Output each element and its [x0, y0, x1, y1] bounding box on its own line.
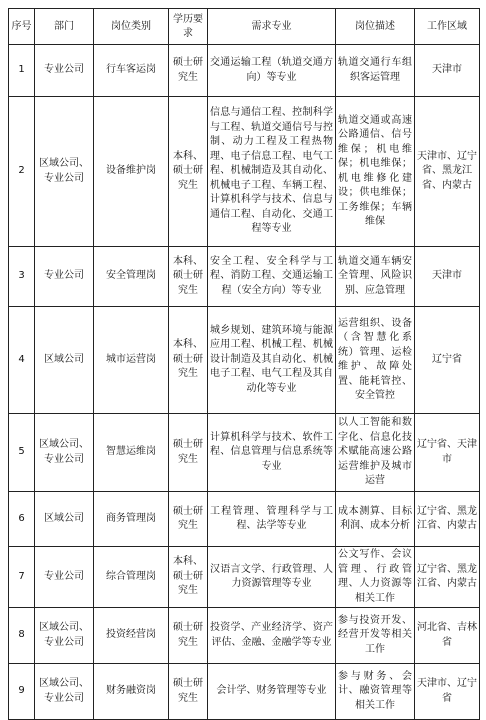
cell-category: 商务管理岗 — [94, 492, 169, 547]
table-row — [9, 97, 480, 247]
cell-category: 设备维护岗 — [94, 97, 169, 247]
cell-majors: 投资学、产业经济学、资产评估、金融、金融学等专业 — [208, 608, 336, 664]
cell-majors: 工程管理、管理科学与工程、法学等专业 — [208, 492, 336, 547]
cell-region: 辽宁省、黑龙江省、内蒙古 — [415, 492, 480, 547]
cell-no: 2 — [9, 97, 35, 247]
cell-majors: 计算机科学与技术、软件工程、信息管理与信息系统等专业 — [208, 414, 336, 492]
cell-description: 以人工智能和数字化、信息化技术赋能高速公路运营维护及城市运营 — [336, 414, 415, 492]
cell-region: 辽宁省、天津市 — [415, 414, 480, 492]
header-dept: 部门 — [35, 9, 94, 45]
cell-category: 综合管理岗 — [94, 547, 169, 608]
cell-region: 辽宁省、黑龙江省、内蒙古 — [415, 547, 480, 608]
cell-category: 安全管理岗 — [94, 247, 169, 307]
cell-region: 天津市 — [415, 45, 480, 97]
cell-education: 本科、硕士研究生 — [169, 97, 208, 247]
cell-dept: 区域公司、专业公司 — [35, 414, 94, 492]
cell-majors: 信息与通信工程、控制科学与工程、轨道交通信号与控制、动力工程及工程热物理、电子信息工程、电气工程、机械制造及其自动化、机械电子工程、车辆工程、计算机科学与技术、信息与通信工程、自动化、交通工程等专业 — [208, 97, 336, 247]
header-majors: 需求专业 — [208, 9, 336, 45]
cell-education: 本科、硕士研究生 — [169, 307, 208, 414]
cell-description: 轨道交通或高速公路通信、信号维保；机电维保；机电维保；机电维修化建设；供电维保；工务维保；车辆维保 — [336, 97, 415, 247]
cell-category: 财务融资岗 — [94, 664, 169, 720]
cell-no: 9 — [9, 664, 35, 720]
cell-majors: 交通运输工程（轨道交通方向）等专业 — [208, 45, 336, 97]
cell-education: 硕士研究生 — [169, 492, 208, 547]
cell-category: 行车客运岗 — [94, 45, 169, 97]
recruitment-table-container — [8, 8, 479, 720]
table-row — [9, 414, 480, 492]
cell-education: 硕士研究生 — [169, 414, 208, 492]
cell-dept: 区域公司、专业公司 — [35, 97, 94, 247]
table-row — [9, 45, 480, 97]
cell-dept: 区域公司 — [35, 307, 94, 414]
cell-no: 4 — [9, 307, 35, 414]
cell-region: 天津市、辽宁省 — [415, 664, 480, 720]
cell-dept: 区域公司、专业公司 — [35, 664, 94, 720]
cell-majors: 汉语言文学、行政管理、人力资源管理等专业 — [208, 547, 336, 608]
header-description: 岗位描述 — [336, 9, 415, 45]
header-category: 岗位类别 — [94, 9, 169, 45]
cell-description: 运营组织、设备（含智慧化系统）管理、运检维护、故障处置、能耗管控、安全管控 — [336, 307, 415, 414]
cell-dept: 区域公司 — [35, 492, 94, 547]
header-region: 工作区域 — [415, 9, 480, 45]
cell-education: 硕士研究生 — [169, 608, 208, 664]
cell-education: 硕士研究生 — [169, 664, 208, 720]
cell-dept: 专业公司 — [35, 45, 94, 97]
cell-no: 5 — [9, 414, 35, 492]
cell-description: 成本测算、目标利润、成本分析 — [336, 492, 415, 547]
cell-majors: 会计学、财务管理等专业 — [208, 664, 336, 720]
table-row — [9, 547, 480, 608]
cell-no: 7 — [9, 547, 35, 608]
cell-description: 轨道交通车辆安全管理、风险识别、应急管理 — [336, 247, 415, 307]
table-row — [9, 608, 480, 664]
cell-dept: 专业公司 — [35, 247, 94, 307]
cell-dept: 专业公司 — [35, 547, 94, 608]
cell-education: 本科、硕士研究生 — [169, 547, 208, 608]
cell-region: 辽宁省 — [415, 307, 480, 414]
cell-description: 公文写作、会议管理、行政管理、人力资源等相关工作 — [336, 547, 415, 608]
cell-no: 3 — [9, 247, 35, 307]
cell-category: 城市运营岗 — [94, 307, 169, 414]
cell-education: 硕士研究生 — [169, 45, 208, 97]
cell-region: 河北省、吉林省 — [415, 608, 480, 664]
cell-majors: 安全工程、安全科学与工程、消防工程、交通运输工程（安全方向）等专业 — [208, 247, 336, 307]
table-row — [9, 247, 480, 307]
cell-description: 轨道交通行车组织客运管理 — [336, 45, 415, 97]
table-row — [9, 307, 480, 414]
cell-education: 本科、硕士研究生 — [169, 247, 208, 307]
header-education: 学历要求 — [169, 9, 208, 45]
cell-region: 天津市、辽宁省、黑龙江省、内蒙古 — [415, 97, 480, 247]
cell-description: 参与财务、会计、融资管理等相关工作 — [336, 664, 415, 720]
cell-description: 参与投资开发、经营开发等相关工作 — [336, 608, 415, 664]
cell-majors: 城乡规划、建筑环境与能源应用工程、机械工程、机械设计制造及其自动化、机械电子工程、电气工程及其自动化等专业 — [208, 307, 336, 414]
cell-no: 6 — [9, 492, 35, 547]
header-no: 序号 — [9, 9, 35, 45]
cell-category: 智慧运维岗 — [94, 414, 169, 492]
recruitment-table — [8, 8, 480, 720]
cell-no: 8 — [9, 608, 35, 664]
header-row — [9, 9, 480, 45]
cell-category: 投资经营岗 — [94, 608, 169, 664]
cell-dept: 区域公司、专业公司 — [35, 608, 94, 664]
cell-region: 天津市 — [415, 247, 480, 307]
table-row — [9, 664, 480, 720]
cell-no: 1 — [9, 45, 35, 97]
table-row — [9, 492, 480, 547]
